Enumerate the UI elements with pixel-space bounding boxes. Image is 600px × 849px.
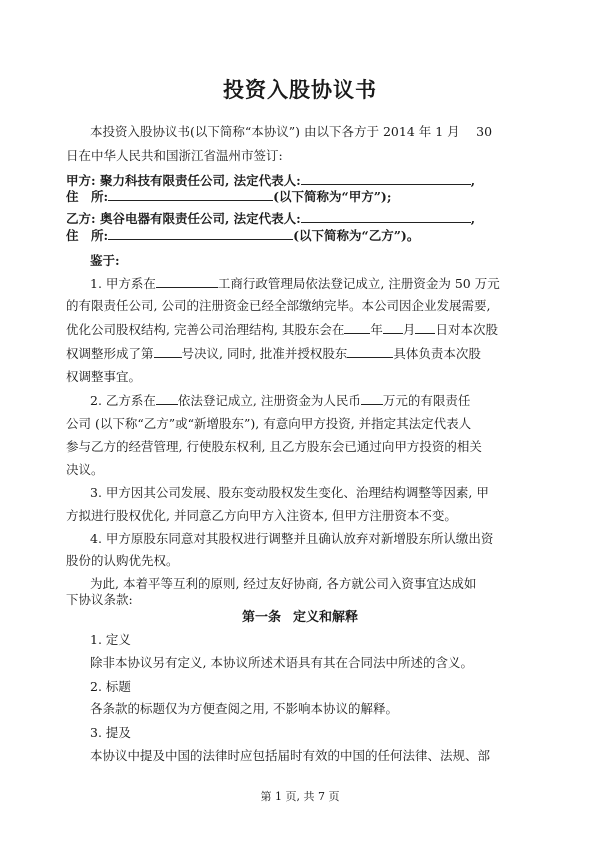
therefore-line-2: 下协议条款: <box>66 592 133 607</box>
clause-1-registry-blank[interactable] <box>156 275 218 288</box>
clause-1-month-blank[interactable] <box>383 321 403 334</box>
clause-1-line-4 <box>66 345 481 362</box>
document-title: 投资入股协议书 <box>223 77 377 102</box>
clause-2-line-1 <box>90 392 470 409</box>
party-a-text: 甲方: 聚力科技有限责任公司, 法定代表人: <box>66 173 301 188</box>
party-a-address-blank[interactable] <box>108 188 273 201</box>
clause-1-line-5: 权调整事宜。 <box>66 369 142 384</box>
therefore-line-1: 为此, 本着平等互利的原则, 经过友好协商, 各方就公司入资事宜达成如 <box>90 576 477 591</box>
clause-1-year-blank[interactable] <box>344 321 370 334</box>
headings-heading: 2. 标题 <box>90 679 131 694</box>
clause-2-capital-blank[interactable] <box>361 392 383 405</box>
clause-2-place-blank[interactable] <box>156 392 178 405</box>
clause-2-text-a: 2. 乙方系在 <box>90 393 156 408</box>
party-b-address-suffix: (以下简称为“乙方”)。 <box>293 228 420 243</box>
intro-line-1: 本投资入股协议书(以下简称“本协议”) 由以下各方于 2014 年 1 月 30 <box>90 124 493 139</box>
article-1-heading <box>0 606 600 625</box>
party-b-comma: , <box>470 211 476 226</box>
clause-1-text-b: 工商行政管理局依法登记成立, 注册资金为 50 万元 <box>217 276 500 291</box>
party-b-address-line <box>66 227 419 244</box>
party-b-address-blank[interactable] <box>108 227 293 240</box>
clause-3-line-2: 方拟进行股权优化, 并同意乙方向甲方入注资本, 但甲方注册资本不变。 <box>66 508 457 523</box>
clause-2-line-3: 参与乙方的经营管理, 行使股东权利, 且乙方股东会已通过向甲方投资的相关 <box>66 439 482 454</box>
clause-4-line-2: 股份的认购优先权。 <box>66 553 179 568</box>
clause-1-text-g: 具体负责本次股 <box>393 346 481 361</box>
clause-1-line-1 <box>90 275 500 292</box>
clause-1-shareholder-blank[interactable] <box>347 345 393 358</box>
clause-2-line-2: 公司 (以下称“乙方”或“新增股东”), 有意向甲方投资, 并指定其法定代表人 <box>66 416 472 431</box>
party-b-line <box>66 210 475 227</box>
clause-2-line-4: 决议。 <box>66 462 104 477</box>
clause-1-line-3 <box>66 321 498 338</box>
references-heading: 3. 提及 <box>90 725 131 740</box>
party-a-address-label: 住 所: <box>66 189 109 204</box>
intro-line-2: 日在中华人民共和国浙江省温州市签订: <box>66 148 283 163</box>
party-b-address-label: 住 所: <box>66 228 109 243</box>
references-text: 本协议中提及中国的法律时应包括届时有效的中国的任何法律、法规、部 <box>90 748 491 763</box>
article-1-number: 第一条 <box>241 610 281 625</box>
headings-text: 各条款的标题仅为方便查阅之用, 不影响本协议的解释。 <box>90 701 398 716</box>
clause-4-line-1: 4. 甲方原股东同意对其股权进行调整并且确认放弃对新增股东所认缴出资 <box>90 531 494 546</box>
party-a-address-suffix: (以下简称为“甲方”); <box>273 189 392 204</box>
party-a-address-line <box>66 188 391 205</box>
page-number-footer: 第 1 页, 共 7 页 <box>260 790 340 803</box>
definition-text: 除非本协议另有定义, 本协议所述术语具有其在合同法中所述的含义。 <box>90 655 473 670</box>
clause-1-text-f: 号决议, 同时, 批准并授权股东 <box>181 346 348 361</box>
clause-1-text-a: 1. 甲方系在 <box>90 276 156 291</box>
clause-3-line-1: 3. 甲方因其公司发展、股东变动股权发生变化、治理结构调整等因素, 甲 <box>90 485 489 500</box>
clause-2-text-c: 万元的有限责任 <box>382 393 471 408</box>
clause-1-line-2: 的有限责任公司, 公司的注册资金已经全部缴纳完毕。本公司因企业发展需要, <box>66 298 491 313</box>
party-b-text: 乙方: 奥谷电器有限责任公司, 法定代表人: <box>66 211 301 226</box>
clause-1-year-label: 年 <box>370 322 383 337</box>
clause-1-month-label: 月 <box>402 322 416 337</box>
definition-heading: 1. 定义 <box>90 632 131 647</box>
clause-1-day-blank[interactable] <box>415 321 435 334</box>
clause-1-text-e: 权调整形成了第 <box>66 346 154 361</box>
party-a-rep-blank[interactable] <box>301 172 471 185</box>
party-b-rep-blank[interactable] <box>301 210 471 223</box>
party-a-comma: , <box>470 173 476 188</box>
clause-1-resolution-blank[interactable] <box>154 345 182 358</box>
party-a-line <box>66 172 475 189</box>
whereas-heading: 鉴于: <box>90 253 120 268</box>
article-1-name: 定义和解释 <box>293 610 359 625</box>
clause-2-text-b: 依法登记成立, 注册资金为人民币 <box>177 393 361 408</box>
clause-1-text-c: 优化公司股权结构, 完善公司治理结构, 其股东会在 <box>66 322 345 337</box>
clause-1-text-d: 日对本次股 <box>435 322 498 337</box>
